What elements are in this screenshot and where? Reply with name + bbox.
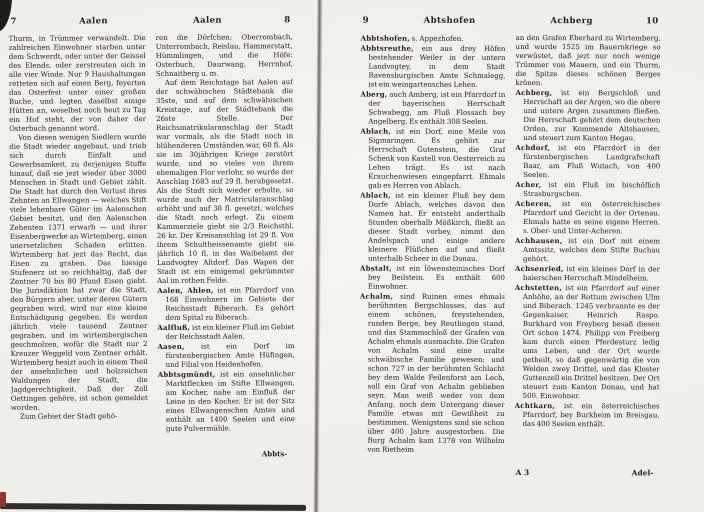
paragraph (157, 341, 294, 370)
entry-headword: Achtkarn, (514, 401, 556, 411)
paragraph-text: ist ein ansehnlicher Marktflecken im Stifte Ellwangen, am Kocher, nahe am Einfluß der Leine in den Kocher. Er ist der Sitz eines Ellwangenschen Amtes und enthält an 1400 Seelen und eine gute Pulvermühle. (165, 370, 295, 433)
paragraph-text: Von diesen wenigen Siedlern wurde die Stadt wieder angebaut, und trieb sich durch Einfalt und Gewerbsamkeit, zu derjenigen Stuffe hinauf, daß sie jezt wieder über 3000 Menschen in Stadt und Gebiet zählt. Die Stadt hat durch den Verlust ihres Zehnten an Ellwangen — welches Stift viele lehenbare Güter im Aalenschen Gebiet besitzt, und den Aalenschen Zehenten 1371 erwarb — und ihrer Eisenbergwerke an Wirtemberg, einen unersetzlichen Schaden erlitten. Wirtemberg hat jezt das Recht, das Eisen zu graben. Das hiesige Stufenerz ist so reichhaltig, daß der Zentner 70 bis 80 Pfund Eisen giebt. Die Jurisdiktion hat zwar die Stadt, den Bürgern aber, unter deren Gütern gegraben wird, wird nur eine kleine Entschädigung gegeben. Es werden jährlich viele tausend Zentner gegraben, und im wirtembergischen geschmolzen, wofür die Stadt nur 2 Kreuzer Weggeld vom Zentner erhält. Wirtemberg besizt auch in einem Theil der ansehnlichen und holzreichen Waldungen der Stadt, die Jagdgerechtigkeit. Daß der Zoll Oettingen gehöre, ist schon gemeldet worden. (9, 133, 148, 412)
paragraph-text: ist ein kleiner Fluß bey dem Dorfe Ablach, welches davon den Namen hat. Er entsteht anderthalb Stunden oberhalb Mößkirch, fließt an dieser Stadt vorbey, nimmt den Andelspach und einige andere kleinere Flüßchen auf und fließt unterhalb Scheer in die Donau. (368, 191, 506, 263)
right-page-folio-right: 10 (645, 16, 659, 27)
paragraph (361, 34, 506, 44)
paragraph-text: s. Appezhofen. (411, 34, 464, 43)
paragraph (157, 322, 294, 342)
entry-headword: Abbtsgmündt, (157, 369, 216, 379)
paragraph (9, 34, 147, 134)
paragraph-text: ist ein kleines Dorf in der baierschen Herrschaft Mindelheim. (522, 265, 661, 283)
paragraph (158, 369, 295, 434)
paragraph (9, 133, 148, 413)
entry-headword: Aasen, (157, 341, 185, 351)
entry-headword: Achhausen, (515, 236, 563, 246)
right-page (355, 16, 664, 511)
right-page-footer (516, 468, 654, 477)
entry-headword: Aberg, (360, 89, 388, 99)
paragraph-text: ist ein Pfarrdorf in der fürstenbergischen Landgrafschaft Baar, am Fluß Wutach, von 400 Seelen. (523, 144, 661, 180)
paragraph (515, 180, 660, 199)
paragraph-text: ist ein Fluß im bischöflich Strasburgschen. (523, 181, 661, 199)
entry-headword: Achstetten, (514, 283, 563, 293)
entry-headword: Abstalt, (359, 263, 392, 273)
right-page-catchword: Adel- (631, 468, 654, 478)
entry-headword: Abbtshofen, (360, 33, 410, 43)
paragraph-text: ist ein Bergschloß und Herrschaft an der Argen, wo die obere und untere Argen zusammen fließen. Die Herrschaft gehört dem deutschen Orden, zur Kommende Altshausen, und steuert zum Kanton Hegau. (523, 89, 661, 143)
paragraph-text: ist ein Dorf mit einem Amtssitz, welches dem Stifte Buchau gehört. (522, 237, 661, 264)
left-page-column-1 (9, 34, 149, 459)
book-gutter-line (313, 0, 323, 512)
entry-headword: Acheren, (515, 199, 552, 209)
entry-headword: Ablach, (360, 190, 391, 200)
paragraph (515, 199, 660, 236)
paragraph (515, 401, 660, 429)
paragraph (359, 292, 504, 455)
right-page-column-2 (514, 34, 660, 458)
left-running-title-col2: Aalen (193, 15, 223, 26)
paragraph (156, 33, 293, 79)
paragraph (360, 264, 505, 292)
entry-headword: Aalen, Ahlen, (157, 285, 214, 295)
left-page (5, 15, 300, 509)
paragraph-text: ist ein österreichisches Pfarrdorf, bey Burkheim im Breisgau, das 400 Seelen enthält. (522, 402, 660, 429)
right-page-folio-left: 9 (362, 15, 369, 26)
paragraph-text: ist ein Pfarrdorf von 168 Einwohnern im Gebiete der Reichsstadt Biberach. Es gehört dem Spital zu Biberach. (165, 286, 295, 322)
paragraph (360, 127, 505, 191)
right-running-title-col2: Achberg (550, 16, 593, 27)
paragraph-text: ist ein löwensteinisches Dorf bey Beilstein. Es enthält 600 Einwohner. (367, 264, 505, 291)
left-page-folio-left: 7 (10, 16, 17, 27)
paragraph-text: Auf dem Reichstage hat Aalen auf der schwäbischen Städtebank die 35ste, und auf dem schwäbischen Kreistage, auf der Städtebank die 26ste Stelle. Der Reichsmatrikularanschlag der Stadt war vormals, als die Stadt noch in blühenderen Umständen war, 60 fl. Als sie im 30jährigen Kriege zerstört wurde, und so vieles von ihrem ehemaligen Flor verlohr, so wurde der Anschlag 1683 auf 29 fl. herabgesetzt. Als die Stadt sich wieder erholte, so wurde auch der Matricularanschlag erhöht und auf 38 fl. gesetzt, welches die Stadt noch erlegt. Zu einem Kammerziele giebt sie 2/3 Reichsthl. 26 kr. Der Kreisanschlag ist 29 fl. Von ihrem Schultheissenamte giebt sie jährlich 10 fl. in das Waibelamt der Landvogtey Altdorf. Das Wapen der Stadt ist ein einigemal gekrümmter Aal im rothen Felde. (155, 78, 295, 285)
scan-red-mark (0, 492, 6, 507)
left-page-columns (9, 33, 296, 459)
paragraph-text: ist ein Dorf im fürstenbergischen Amte Hüfingen, und Filial von Heidenhofen. (165, 342, 295, 369)
entry-headword: Achsenried, (514, 264, 564, 274)
paragraph-text: ist ein Pfarrdorf auf einer Anhöhe, an der Rottum zwischen Ulm und Biberach. 1245 verbrannte es der Gegenkaiser, Heinrich Raspo. Burkhard von Freyberg besaß diesen Ort schon 1474. Philipp von Freiberg kam durch einen Pferdesturz ledig ums Leben, und der Ort wurde getheilt, so daß gegenwärtig die von Welden zwey Drittel, und das Kloster Guttenzell ein Drittel besitzen. Der Ort steuert zum Kanton Donau, und hat 500. Einwohner. (522, 284, 660, 401)
paragraph-text: ist ein Dorf, eine Meile von Sigmaringen. Es gehört zur Herrschaft Gutenstein, die Graf Schenk von Kastell von Oesterreich zu Lehen trägt. Es ist nach Krauchenwiesen eingepfarrt. Ehmals gab es Herren von Ablach. (368, 127, 506, 190)
signature-mark: A 3 (515, 468, 530, 478)
paragraph-text: ein aus drey Höfen bestehender Weiler in der untern Landvogtey, in dem Stadt Ravensburgischen Amte Schmalegg, ist ein weingartensches Lehen. (368, 44, 506, 89)
entry-headword: Achberg, (515, 88, 553, 98)
right-page-column-1 (359, 34, 505, 458)
left-page-header (10, 15, 290, 27)
paragraph-text: ist ein österreichisches Pfarrdorf und Gericht in der Ortenau. Ehmals hatte es seine eigene Herren. s. Ober- und Unter-Acheren. (523, 200, 661, 236)
left-page-column-2 (156, 33, 296, 458)
paragraph-text: ist ein kleiner Fluß im Gebiet der Reichsstadt Aalen. (165, 323, 295, 341)
entry-headword: Acher, (515, 180, 542, 190)
paragraph (515, 236, 660, 264)
entry-headword: Aalfluß, (157, 322, 191, 332)
left-page-folio-right: 8 (284, 15, 291, 26)
paragraph (156, 78, 294, 286)
paragraph (515, 283, 660, 401)
paragraph (515, 88, 660, 143)
paragraph (515, 143, 660, 180)
left-running-title-col1: Aalen (79, 16, 109, 27)
paragraph-text: Thurm, in Trümmer verwandelt. Die zahlreichen Einwohner starben unter dem Schwerdt, oder unter der Geissel des Elends, oder zerstreuten sich in alle vier Winde. Nur 9 Haushaltungen retteten sich auf einen Berg, feyerten das Osterfest unter einer großen Buche, und legten daselbst einige Hütten an, woselbst noch heut zu Tag ein Hof steht, der von daher der Osterbuch genannt word. (8, 34, 147, 133)
paragraph (360, 90, 505, 127)
paragraph (157, 285, 294, 323)
paragraph (515, 34, 660, 88)
paragraph-text: an den Grafen Eberhard zu Wirtemberg, und wurde 1525 im Bauernkriege so verwüstet, daß jezt nur noch wenige Trümmer von Mauern, und ein Thurm, die Spitze dieses schönen Berges krönen. (515, 34, 661, 88)
paragraph-text: sind Ruinen eines ehmals berühmten Bergschlosses, das auf einem schönen, freystehenden, runden Berge, bey Reutlingen stand, und das Stammschloß der Grafen von Achalm ehmals ausmachte. Die Grafen von Achalm sind eine uralte schwäbische Familie gewesen; und schon 727 in der berühmten Schlacht bey dem Walde Feilenforst am Lech, soll ein Graf von Achalm geblieben seyn. Man weiß weder von dem Anfang, noch dem Untergang dieser Familie etwas mit Gewißheit zu bestimmen. Wenigstens sind sie schon über 400 Jahre ausgestorben. Die Burg Achalm kam 1378 von Wilhelm von Rietheim (367, 292, 505, 454)
scan-bottom-edge (0, 503, 306, 511)
paragraph-text: Zum Gebiet der Stadt gehö- (19, 412, 118, 421)
paragraph (11, 412, 148, 422)
paragraph-text: ren die Dörfchen: Oberrombach, Unterrombach, Reislau, Hammerstatt, Hümmlingen, und die Höfe: Osterbuch, Daurwang, Herrnhof, Schnaitberg u. m. (155, 33, 293, 78)
right-page-columns (359, 34, 660, 459)
entry-headword: Ablach, (360, 126, 392, 136)
paragraph (360, 44, 505, 90)
right-page-header (363, 16, 659, 27)
paragraph (515, 264, 660, 283)
right-running-title-col1: Abtshofen (423, 15, 476, 26)
left-page-catchword: Abbts- (261, 449, 288, 459)
entry-headword: Achalm, (359, 291, 394, 301)
entry-headword: Abbtsreuthe, (360, 43, 414, 53)
paragraph (360, 191, 505, 264)
entry-headword: Achdorf, (515, 143, 551, 153)
paragraph-text: auch Amberg, ist ein Pfarrdorf in der bayerischen Herrschaft Schwabegg, am Fluß Flossach bey Angelberg. Es enthält 308 Seelen. (368, 90, 506, 126)
